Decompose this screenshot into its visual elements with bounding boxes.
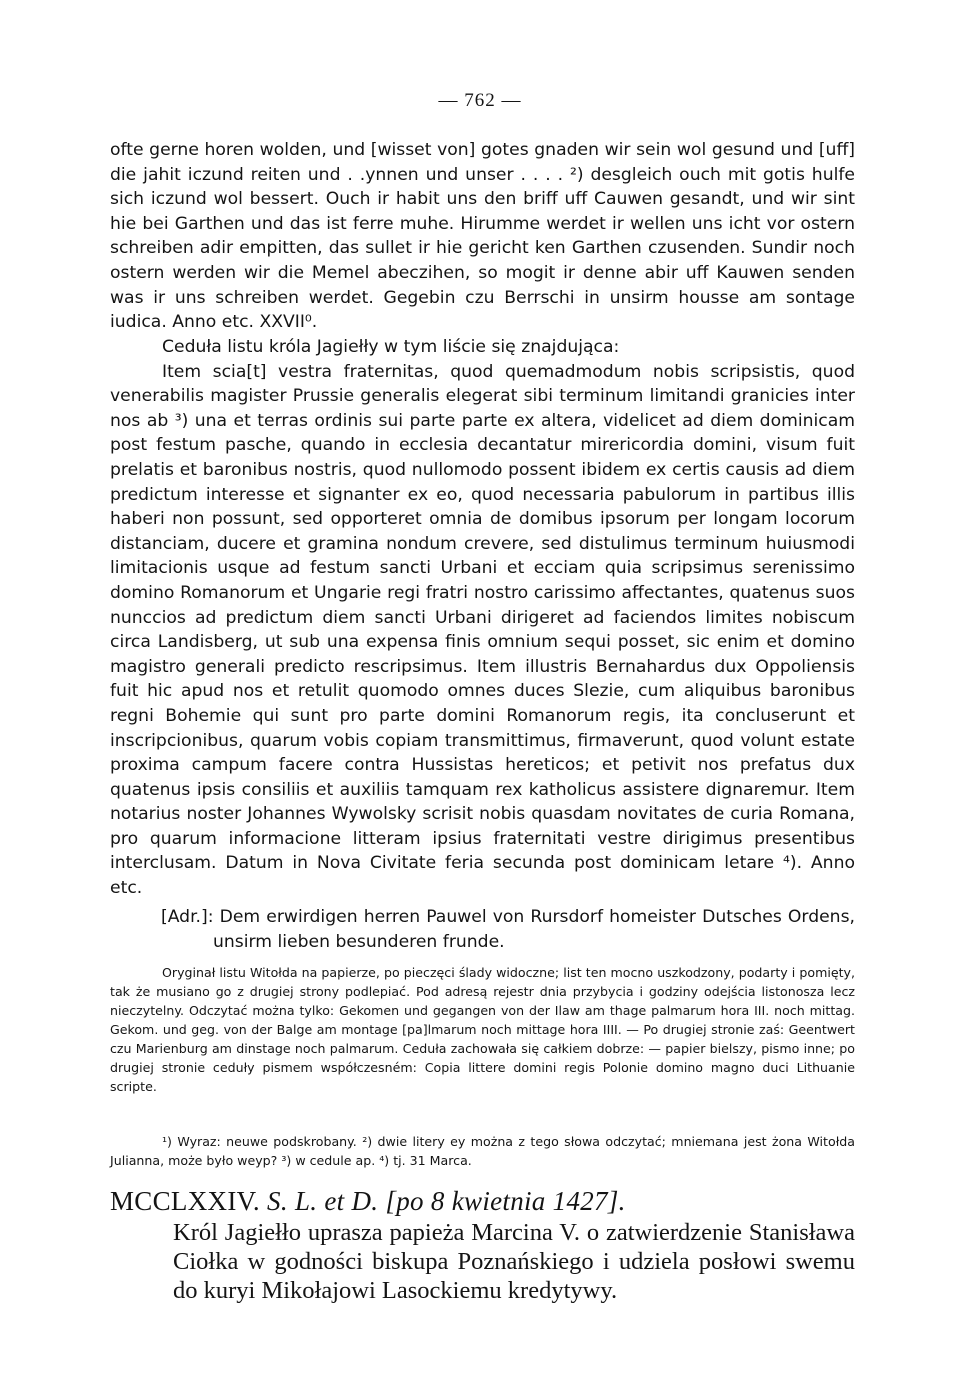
editorial-notes [110,963,855,1096]
document-summary: Król Jagiełło uprasza papieża Marcina V. o zatwierdzenie Stanisława Ciołka w godności biskupa Poznańskiego i udziela posłowi swemu do kuryi Mikołajowi Lasockiemu kredytywy. [173,1219,855,1304]
footnotes [110,1132,855,1170]
address-line: [Adr.]: Dem erwirdigen herren Pauwel von Rursdorf homeister Dutsches Ordens, unsirm lieben besunderen frunde. [161,907,855,952]
cedula-heading: Cedułа listu króla Jagiełły w tym liście się znajdująca: [162,337,620,357]
page-number: — 762 — [438,90,522,111]
document-number: MCCLXXIV. [110,1186,260,1216]
document-source: S. L. et D. [267,1186,379,1216]
notes-paragraph: Oryginał listu Witołda na papierze, po pieczęci ślady widoczne; list ten mocno uszkodzony, podarty i pomięty, tak że musiano go z drugiej strony podlepiać. Pod adresą rejestr dnia przybycia i godziny odejścia listonosza lecz nieczytelny. Odczytać można tylko: Gekomen und gegangen von der Ilaw am thage palmarum hora III. noch mittag. Gekom. und geg. von der Balge am montage [pa]lmarum noch mittage hora IIII. — Po drugiej stronie zaś: Geentwert czu Marienburg am dinstage noch palmarum. Cedułа zachowała się całkiem dobrze: — papier bielszy, pismo inne; po drugiej stronie cedułу pismem współczesném: Copia littere domini regis Polonie domino magno duci Lithuanie scripte. [110,965,855,1094]
document-date: [po 8 kwietnia 1427]. [385,1186,626,1216]
next-document-header [110,1184,855,1305]
cedula-section [110,335,855,901]
cedula-paragraph: Item scia[t] vestra fraternitas, quod quemadmodum nobis scripsistis, quod venerabilis magister Prussie generalis elegerat sibi terminum limitandi granicies inter nos ab ³) una et terras ordinis sui parte parte ex altera, videlicet ad diem dominicam post festum pasche, quando in ecclesia decantatur mirericordia domini, visum fuit prelatis et baronibus nostris, quod nullomodo possent ibidem ex certis causis ad diem predictum interesse et signanter ex eo, quod necessaria pabulorum in partibus illis haberi non possunt, sed opporteret omnia de domibus ipsorum per longam locorum distanciam, ducere et gramina nondum crevere, sed distulimus terminum huiusmodi limitacionis usque ad festum sancti Urbani et ecciam quia scripsimus serenissimo domino Romanorum et Ungarie regi fratri nostro carissimo affectantes, quatenus suos nunccios ad predictum diem sancti Urbani dirigeret ad faciendos limites nobiscum circa Landisberg, ut sub una expensa finis omnium sequi posset, sic enim et domino magistro generali predicto rescripsimus. Item illustris Bernahardus dux Oppoliensis fuit hic apud nos et retulit quomodo omnes duces Slezie, cum aliquibus baronibus regni Bohemie qui sunt pro parte domini Romanorum regis, ita concluserunt et inscripcionibus, quarum vobis copiam transmittimus, firmaverunt, quod volunt estate proxima campum facere contra Hussistas hereticos; et petivit nos prefatus dux quatenus ipsis consiliis et auxiliis tamquam rex katholicus assistere dignaremur. Item notarius noster Johannes Wywolsky scrisit nobis quasdam novitates de curia Romana, pro quarum informacione litteram ipsius fraternitati vestre dirigimus presentibus interclusam. Datum in Nova Civitate feria secunda post dominicam letare ⁴). Anno etc. [110,361,855,899]
document-heading [110,1184,855,1218]
footnotes-paragraph: ¹) Wyraz: neuwe podskrobany. ²) dwie litery ey można z tego słowa odczytać; mniemana jest żona Witołda Julianna, może było weyp? ³) w cedule ap. ⁴) tj. 31 Marca. [110,1134,855,1168]
letter-paragraph: ofte gerne horen wolden, und [wisset von] gotes gnaden wir sein wol gesund und [uff] die jahit iczund reiten und . .ynnen und unser . . . . ²) desgleich ouch mit gotis hulfe sich iczund wol bessert. Ouch ir habit uns den briff uff Cauwen gesandt, und wir sint hie bei Garthen und das ist ferre muhe. Hirumme werdet ir wellen uns icht vor ostern schreiben adir empitten, das sullet ir hie gericht ken Garthen czusenden. Sundir noch ostern werden wir die Memel abeczihen, so mogit ir denne abir uff Kauwen senden was ir uns schreiben werdet. Gegebin czu Berrschi in unsirm housse am sontage iudica. Anno etc. XXVII⁰. [110,140,855,333]
letter-text [110,138,855,335]
